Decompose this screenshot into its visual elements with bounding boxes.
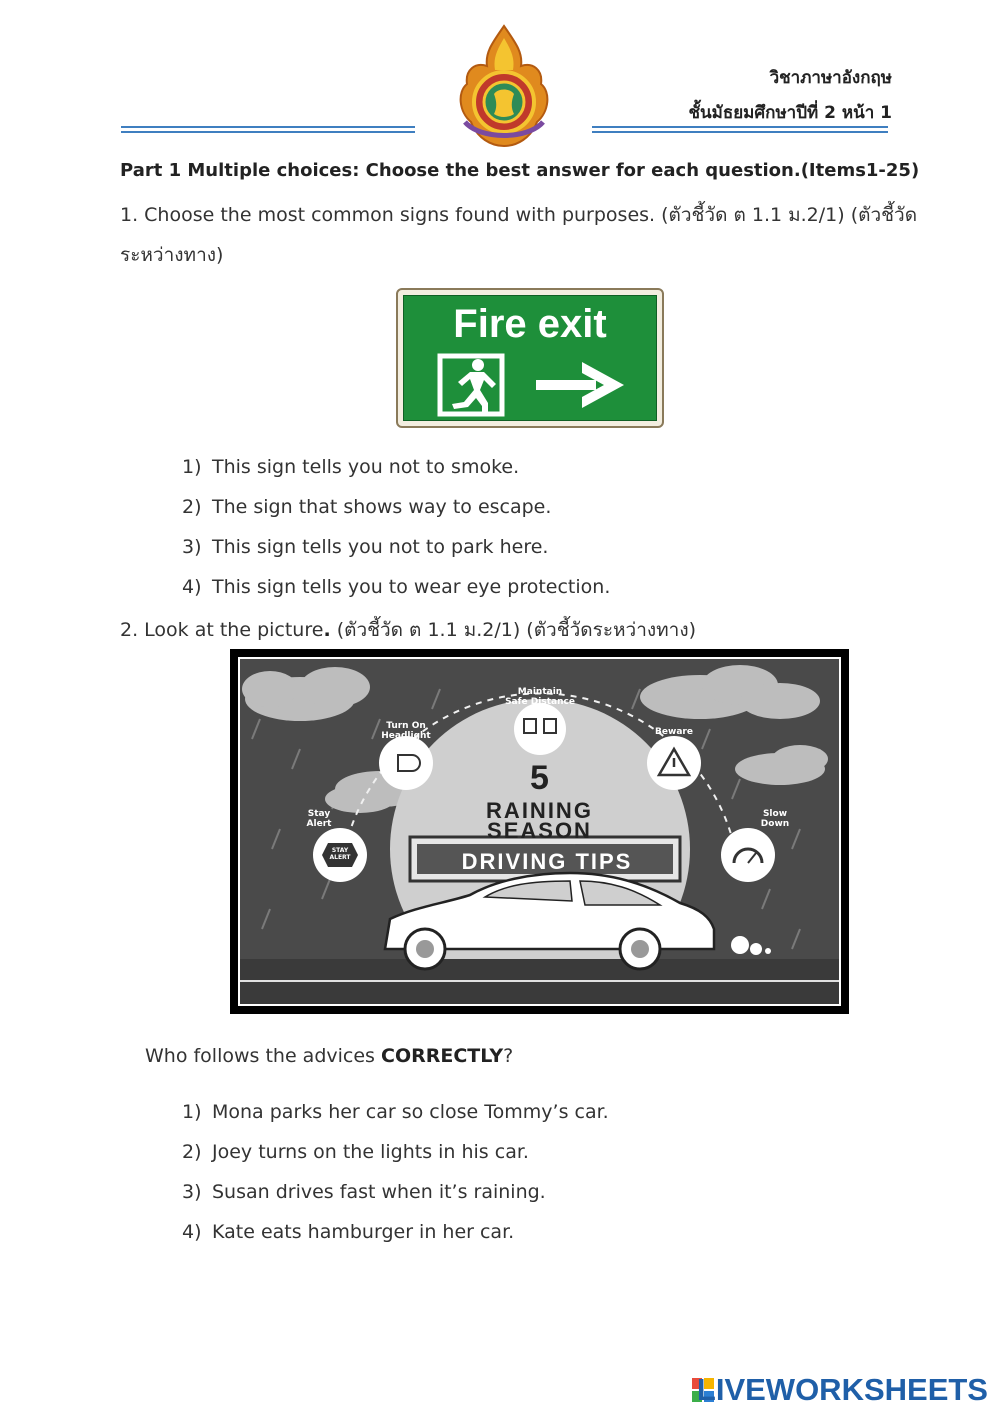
tip-headlight: Turn On Headlight (381, 721, 431, 741)
school-emblem (445, 22, 563, 150)
q1-option-3[interactable]: 3) This sign tells you not to park here. (182, 536, 549, 558)
fire-exit-text: Fire exit (453, 302, 607, 346)
q2-option-1[interactable]: 1) Mona parks her car so close Tommy’s car. (182, 1101, 609, 1123)
q1-option-4[interactable]: 4) This sign tells you to wear eye protection. (182, 576, 611, 598)
tip-safe-distance: Maintain Safe Distance (505, 687, 575, 707)
tip-beware: Beware (655, 727, 693, 737)
q1-option-1[interactable]: 1) This sign tells you not to smoke. (182, 456, 520, 478)
q2-prompt: 2. Look at the picture. (ตัวชี้วัด ต 1.1 ม.2/1) (ตัวชี้วัดระหว่างทาง) (120, 619, 697, 641)
tip-slow-down: Slow Down (760, 809, 790, 829)
poster-banner: DRIVING TIPS (461, 849, 633, 874)
driving-tips-poster (230, 649, 849, 1014)
fire-exit-sign (396, 288, 664, 428)
q1-option-2[interactable]: 2) The sign that shows way to escape. (182, 496, 552, 518)
poster-title: RAINING SEASON (486, 798, 593, 843)
tip-stay-alert: Stay Alert (306, 809, 332, 829)
grade-page-label: ชั้นมัธยมศึกษาปีที่ 2 หน้า 1 (688, 103, 892, 123)
subject-label: วิชาภาษาอังกฤษ (769, 68, 892, 88)
q2-option-3[interactable]: 3) Susan drives fast when it’s raining. (182, 1181, 546, 1203)
q1-prompt-line2: ระหว่างทาง) (120, 244, 224, 266)
running-man-arrow-icon (432, 352, 652, 418)
stay-alert-sign-text: STAY ALERT (329, 847, 351, 861)
header-rule-right (592, 126, 888, 133)
liveworksheets-brand[interactable]: LIVEWORKSHEETS (696, 1372, 988, 1407)
q2-question: Who follows the advices CORRECTLY? (145, 1045, 514, 1067)
q2-option-2[interactable]: 2) Joey turns on the lights in his car. (182, 1141, 529, 1163)
q2-option-4[interactable]: 4) Kate eats hamburger in her car. (182, 1221, 515, 1243)
part-title: Part 1 Multiple choices: Choose the best answer for each question.(Items1-25) (120, 160, 920, 181)
poster-number: 5 (530, 759, 549, 797)
q1-prompt-line1: 1. Choose the most common signs found with purposes. (ตัวชี้วัด ต 1.1 ม.2/1) (ตัวชี้วัด (120, 204, 918, 226)
header-rule-left (121, 126, 415, 133)
